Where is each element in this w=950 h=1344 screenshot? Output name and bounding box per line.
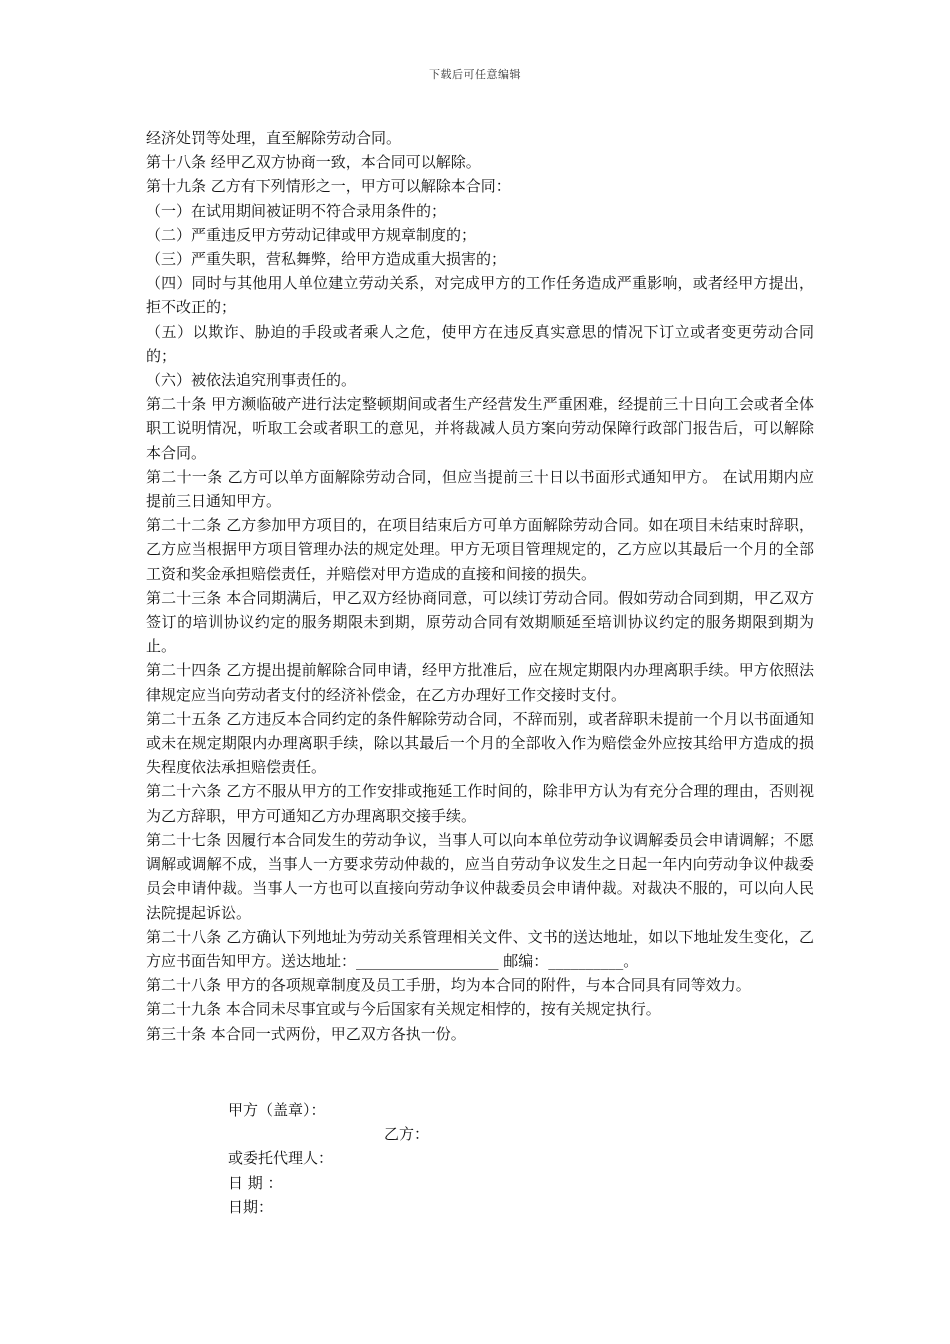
paragraph: 第二十五条 乙方违反本合同约定的条件解除劳动合同，不辞而别，或者辞职未提前一个月以书面通知或未在规定期限内办理离职手续，除以其最后一个月的全部收入作为赔偿金外应按其给甲方造成的损失程度依法承担赔偿责任。 (146, 709, 814, 777)
paragraph: （五）以欺诈、胁迫的手段或者乘人之危，使甲方在违反真实意思的情况下订立或者变更劳动合同的； (146, 322, 814, 365)
agent-label: 或委托代理人： (228, 1149, 334, 1168)
paragraph: 第二十六条 乙方不服从甲方的工作安排或拖延工作时间的，除非甲方认为有充分合理的理由，否则视为乙方辞职，甲方可通知乙方办理离职交接手续。 (146, 782, 814, 825)
paragraph: 经济处罚等处理，直至解除劳动合同。 (146, 129, 402, 147)
page-header-note: 下载后可任意编辑 (429, 68, 521, 81)
party-a-seal-label: 甲方（盖章）： (228, 1101, 326, 1119)
signature-block (228, 1098, 429, 1219)
paragraph: 第二十九条 本合同未尽事宜或与今后国家有关规定相悖的，按有关规定执行。 (146, 1000, 661, 1019)
paragraph: 第二十八条 甲方的各项规章制度及员工手册，均为本合同的附件，与本合同具有同等效力。 (146, 976, 751, 995)
paragraph: 第二十八条 乙方确认下列地址为劳动关系管理相关文件、文书的送达地址，如以下地址发生变化，乙方应书面告知甲方。送达地址：___________________ 邮编：__________。 (146, 927, 814, 970)
paragraph: 第十九条 乙方有下列情形之一，甲方可以解除本合同： (146, 177, 511, 196)
paragraph: （六）被依法追究刑事责任的。 (146, 371, 357, 390)
paragraph: 第三十条 本合同一式两份，甲乙双方各执一份。 (146, 1024, 466, 1043)
paragraph: （二）严重违反甲方劳动记律或甲方规章制度的； (146, 225, 477, 244)
paragraph: 第十八条 经甲乙双方协商一致，本合同可以解除。 (146, 153, 481, 172)
date-label-2: 日期： (228, 1197, 274, 1216)
paragraph: （三）严重失职，营私舞弊，给甲方造成重大损害的； (146, 250, 507, 269)
paragraph: （四）同时与其他用人单位建立劳动关系，对完成甲方的工作任务造成严重影响，或者经甲方提出，拒不改正的； (146, 274, 814, 317)
paragraph: 第二十条 甲方濒临破产进行法定整顿期间或者生产经营发生严重困难，经提前三十日向工会或者全体职工说明情况，听取工会或者职工的意见，并将裁减人员方案向劳动保障行政部门报告后，可以解除本合同。 (146, 395, 814, 462)
paragraph: （一）在试用期间被证明不符合录用条件的； (146, 201, 447, 220)
paragraph: 第二十一条 乙方可以单方面解除劳动合同，但应当提前三十日以书面形式通知甲方。 在试用期内应提前三日通知甲方。 (146, 467, 814, 511)
paragraph: 第二十七条 因履行本合同发生的劳动争议，当事人可以向本单位劳动争议调解委员会申请调解；不愿调解或调解不成，当事人一方要求劳动仲裁的，应当自劳动争议发生之日起一年内向劳动争议仲裁委员会申请仲裁。当事人一方也可以直接向劳动争议仲裁委员会申请仲裁。对裁决不服的，可以向人民法院提起诉讼。 (146, 830, 814, 922)
contract-body (146, 126, 814, 1046)
paragraph: 第二十二条 乙方参加甲方项目的，在项目结束后方可单方面解除劳动合同。如在项目未结束时辞职，乙方应当根据甲方项目管理办法的规定处理。甲方无项目管理规定的，乙方应以其最后一个月的全部工资和奖金承担赔偿责任，并赔偿对甲方造成的直接和间接的损失。 (146, 516, 814, 583)
paragraph: 第二十四条 乙方提出提前解除合同申请，经甲方批准后，应在规定期限内办理离职手续。甲方依照法律规定应当向劳动者支付的经济补偿金，在乙方办理好工作交接时支付。 (146, 661, 814, 704)
party-b-label: 乙方： (384, 1125, 430, 1144)
date-label-1: 日 期 ： (228, 1173, 283, 1192)
paragraph: 第二十三条 本合同期满后，甲乙双方经协商同意，可以续订劳动合同。假如劳动合同到期，甲乙双方签订的培训协议约定的服务期限未到期，原劳动合同有效期顺延至培训协议约定的服务期限到期为止。 (146, 588, 814, 656)
